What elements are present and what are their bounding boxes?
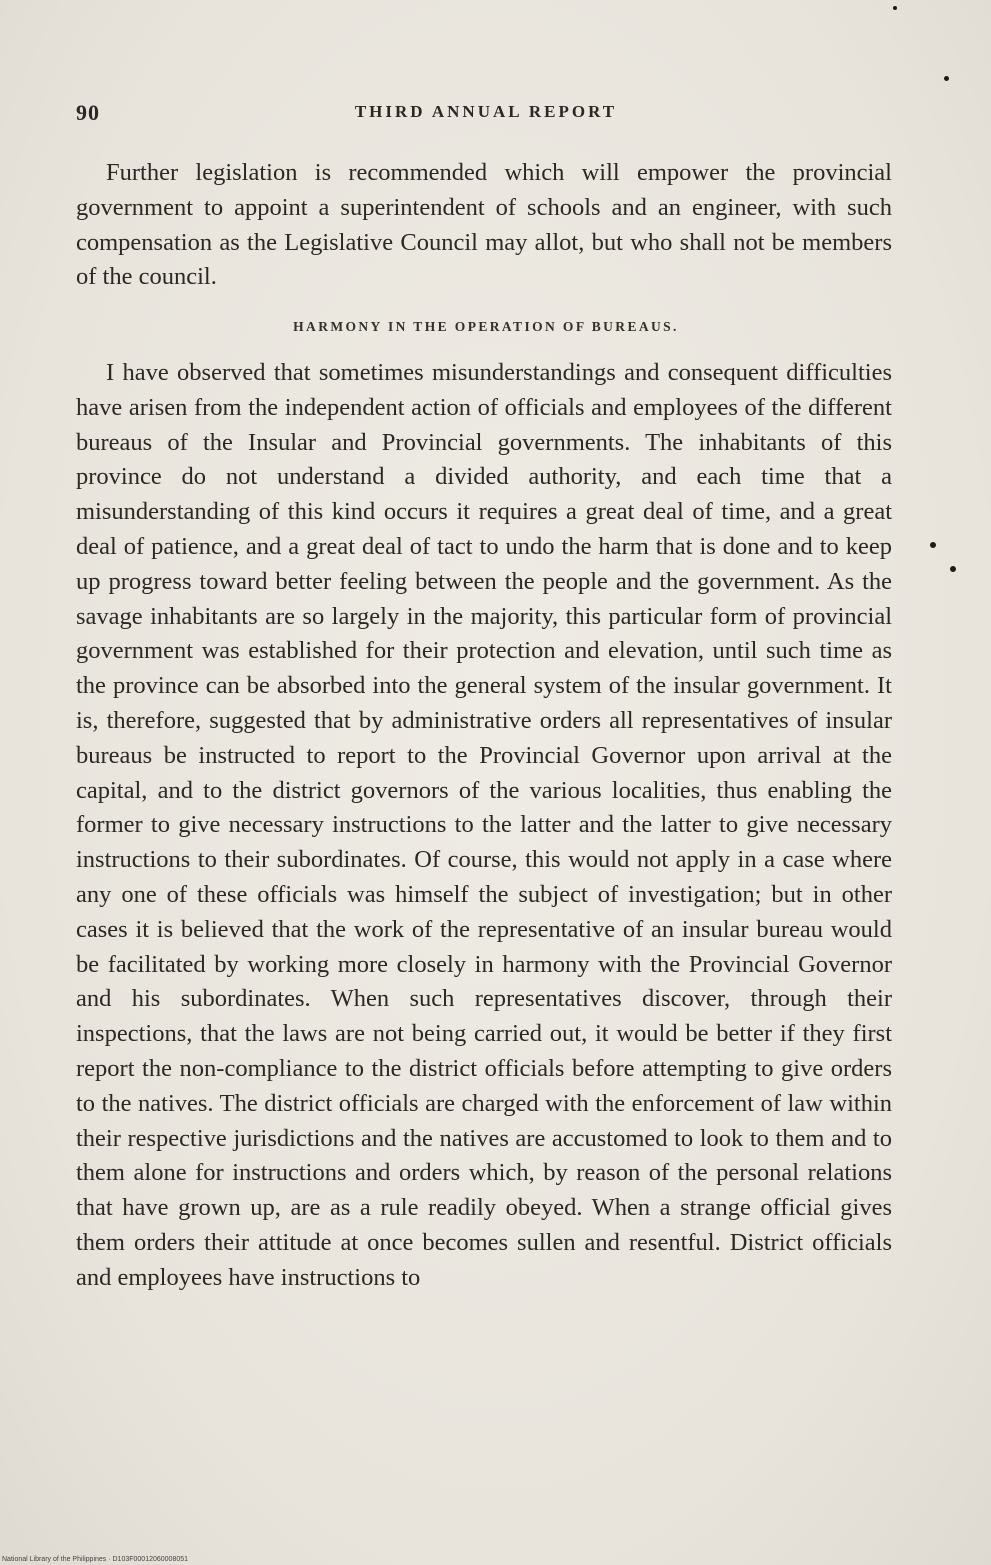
running-title: THIRD ANNUAL REPORT [354,102,618,121]
section-heading: HARMONY IN THE OPERATION OF BUREAUS. [293,319,679,334]
running-head [76,100,896,128]
source-footer: National Library of the Philippines · D103F00012060008051 [2,1556,189,1563]
scan-speck [950,566,956,572]
paragraph-legislation: Further legislation is recommended which will empower the provincial government to appoint a superintendent of schools and an engineer, with such compensation as the Legislative Council may allot, but who shall not be members of the council. [76,159,892,291]
scan-speck [944,76,949,81]
scan-speck [930,542,936,548]
scan-speck [893,6,897,10]
page-number: 90 [76,100,100,125]
paragraph-harmony: I have observed that sometimes misunderstandings and consequent difficulties have arisen from the independent action of officials and employees of the different bureaus of the Insular and Provincial governments. The inhabitants of this province do not understand a divided authority, and each time that a misunderstanding of this kind occurs it requires a great deal of time, and a great deal of patience, and a great deal of tact to undo the harm that is done and to keep up progress toward better feeling between the people and the government. As the savage inhabitants are so largely in the majority, this particular form of provincial government was established for their protection and elevation, until such time as the province can be absorbed into the general system of the insular government. It is, therefore, suggested that by administrative orders all representatives of insular bureaus be instructed to report to the Provincial Governor upon arrival at the capital, and to the district governors of the various localities, thus enabling the former to give necessary instructions to the latter and the latter to give necessary instructions to their subordinates. Of course, this would not apply in a case where any one of these officials was himself the subject of investigation; but in other cases it is believed that the work of the representative of an insular bureau would be facilitated by working more closely in harmony with the Provincial Governor and his subordinates. When such representatives discover, through their inspections, that the laws are not being carried out, it would be better if they first report the non-compliance to the district officials before attempting to give orders to the natives. The district officials are charged with the enforcement of law within their respective jurisdictions and the natives are accustomed to look to them and to them alone for instructions and orders which, by reason of the personal relations that have grown up, are as a rule readily obeyed. When a strange official gives them orders their attitude at once becomes sullen and resentful. District officials and employees have instructions to [76,359,892,1291]
